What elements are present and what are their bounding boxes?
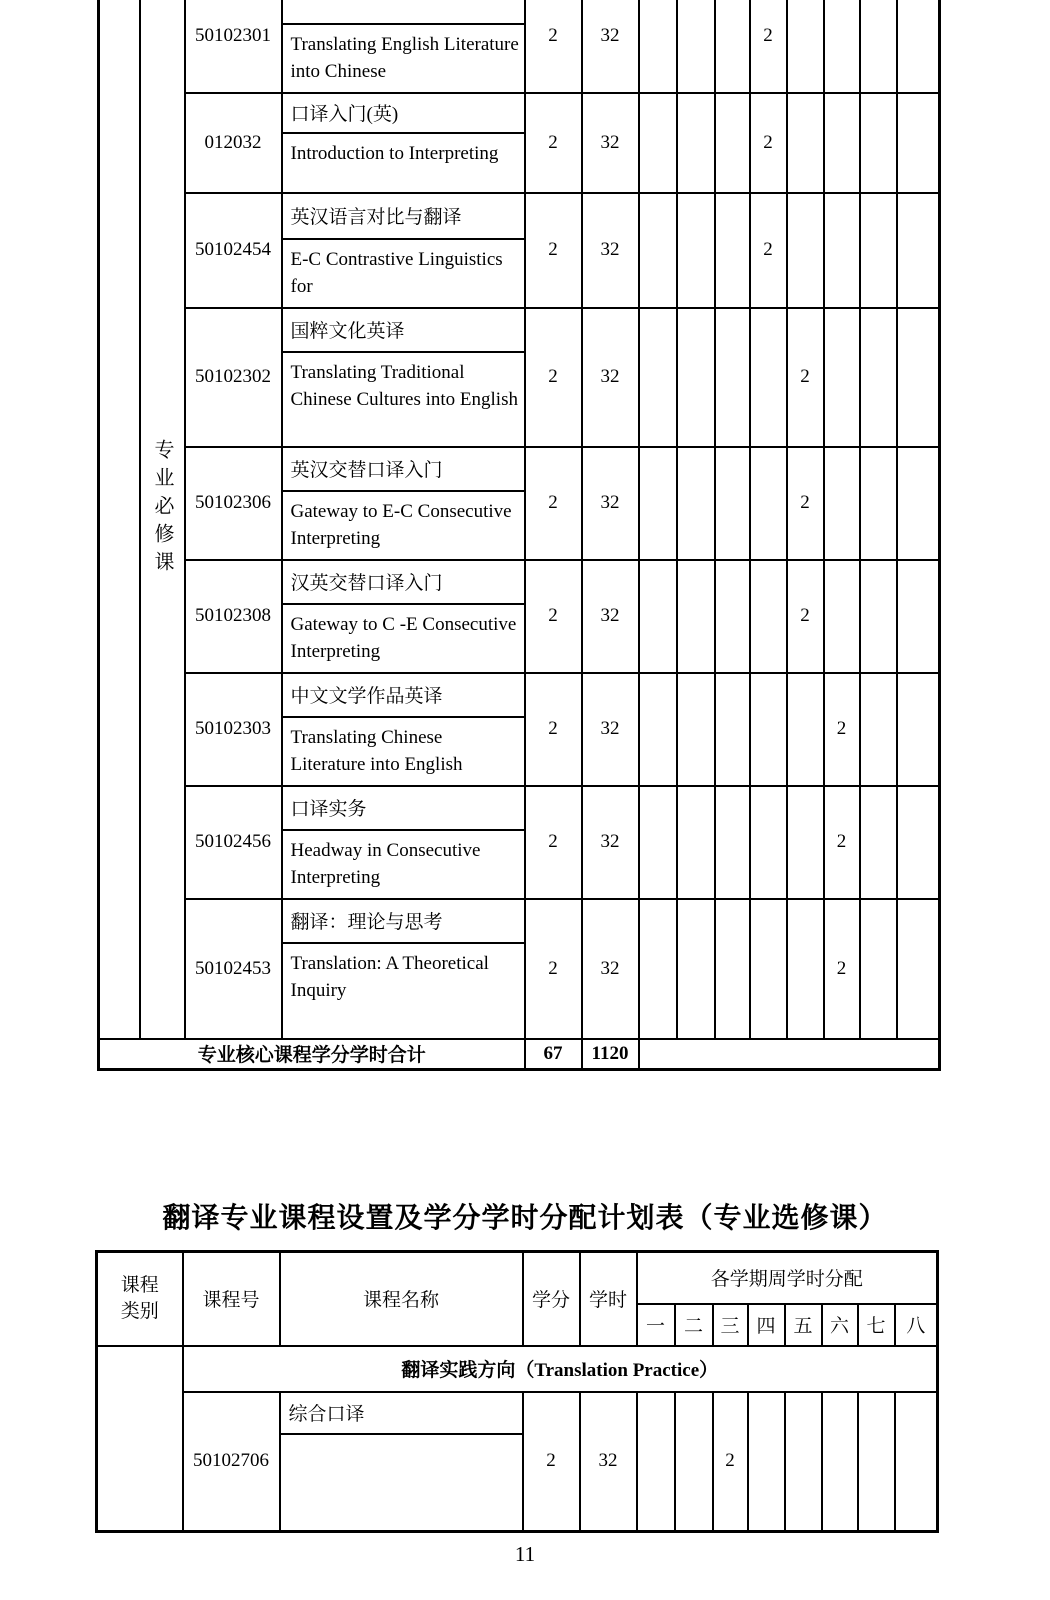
semester-6-cell bbox=[824, 560, 860, 673]
course-name-cn: 中文文学作品英译 bbox=[283, 674, 524, 718]
semester-5-cell: 2 bbox=[787, 308, 824, 447]
hours-cell: 32 bbox=[582, 193, 639, 308]
semester-2-cell bbox=[677, 0, 715, 93]
hours-cell: 32 bbox=[582, 308, 639, 447]
semester-7-cell bbox=[860, 93, 897, 193]
course-name-cn bbox=[283, 0, 524, 25]
semester-5-cell: 2 bbox=[787, 560, 824, 673]
semester-3-cell bbox=[715, 899, 750, 1039]
hours-cell: 32 bbox=[582, 786, 639, 899]
semester-5-cell: 2 bbox=[787, 447, 824, 560]
semester-6-cell bbox=[824, 0, 860, 93]
semester-7-cell bbox=[860, 308, 897, 447]
semester-5-cell bbox=[787, 93, 824, 193]
credits-cell: 2 bbox=[525, 560, 582, 673]
course-name-cn: 口译入门(英) bbox=[283, 94, 524, 134]
header-semester-5: 五 bbox=[785, 1304, 822, 1346]
course-name-en: Translating Chinese Literature into English bbox=[290, 726, 463, 775]
semester-4-cell: 2 bbox=[750, 0, 787, 93]
semester-6-cell: 2 bbox=[824, 673, 860, 786]
course-code-cell: 012032 bbox=[185, 93, 282, 193]
semester-8-cell bbox=[897, 786, 940, 899]
header-semester-4: 四 bbox=[748, 1304, 785, 1346]
hours-cell: 32 bbox=[582, 447, 639, 560]
course-name-cell bbox=[282, 0, 525, 93]
hours-cell: 32 bbox=[582, 93, 639, 193]
semester-1-cell bbox=[639, 193, 677, 308]
semester-2-cell bbox=[677, 899, 715, 1039]
course-name-cell bbox=[282, 193, 525, 308]
course-name-en: Translation: A Theoretical Inquiry bbox=[290, 952, 489, 1001]
direction-header-row bbox=[97, 1346, 938, 1392]
semester-6-cell bbox=[824, 447, 860, 560]
header-code: 课程号 bbox=[183, 1252, 280, 1346]
course-name-cell bbox=[282, 447, 525, 560]
table-row bbox=[99, 673, 940, 786]
semester-7-cell bbox=[860, 899, 897, 1039]
semester-2-cell bbox=[677, 193, 715, 308]
header-name: 课程名称 bbox=[280, 1252, 523, 1346]
semester-4-cell: 2 bbox=[750, 93, 787, 193]
semester-1-cell bbox=[637, 1392, 675, 1532]
credits-cell: 2 bbox=[525, 308, 582, 447]
course-code-cell: 50102308 bbox=[185, 560, 282, 673]
category-cell bbox=[97, 1346, 183, 1532]
semester-3-cell bbox=[715, 193, 750, 308]
table-row bbox=[99, 899, 940, 1039]
semester-1-cell bbox=[639, 447, 677, 560]
semester-6-cell bbox=[822, 1392, 858, 1532]
required-courses-table bbox=[97, 0, 941, 1071]
semester-8-cell bbox=[897, 93, 940, 193]
totals-row bbox=[99, 1039, 940, 1070]
table-row bbox=[99, 786, 940, 899]
totals-empty-cell bbox=[639, 1039, 940, 1070]
semester-8-cell bbox=[897, 899, 940, 1039]
semester-1-cell bbox=[639, 899, 677, 1039]
hours-cell: 32 bbox=[582, 673, 639, 786]
course-name-cn: 国粹文化英译 bbox=[283, 309, 524, 353]
course-name-cell bbox=[282, 899, 525, 1039]
semester-3-cell bbox=[715, 786, 750, 899]
semester-1-cell bbox=[639, 93, 677, 193]
semester-1-cell bbox=[639, 0, 677, 93]
course-code-cell: 50102303 bbox=[185, 673, 282, 786]
course-code-cell: 50102302 bbox=[185, 308, 282, 447]
semester-6-cell bbox=[824, 193, 860, 308]
semester-4-cell bbox=[750, 786, 787, 899]
required-courses-table-clip bbox=[97, 0, 944, 1071]
header-semester-6: 六 bbox=[822, 1304, 858, 1346]
semester-5-cell bbox=[785, 1392, 822, 1532]
credits-cell: 2 bbox=[525, 673, 582, 786]
semester-7-cell bbox=[860, 560, 897, 673]
semester-4-cell bbox=[748, 1392, 785, 1532]
semester-5-cell bbox=[787, 0, 824, 93]
semester-4-cell bbox=[750, 447, 787, 560]
header-semester-1: 一 bbox=[637, 1304, 675, 1346]
semester-2-cell bbox=[675, 1392, 713, 1532]
course-name-cn: 翻译：理论与思考 bbox=[283, 900, 524, 944]
course-name-en: Translating Traditional Chinese Cultures into English bbox=[290, 361, 518, 410]
semester-2-cell bbox=[677, 447, 715, 560]
semester-8-cell bbox=[897, 560, 940, 673]
semester-8-cell bbox=[897, 447, 940, 560]
semester-5-cell bbox=[787, 673, 824, 786]
course-name-en: Headway in Consecutive Interpreting bbox=[290, 839, 481, 888]
semester-3-cell bbox=[715, 560, 750, 673]
course-name-en: Gateway to E-C Consecutive Interpreting bbox=[290, 500, 512, 549]
semester-2-cell bbox=[677, 786, 715, 899]
hours-cell: 32 bbox=[582, 560, 639, 673]
semester-5-cell bbox=[787, 899, 824, 1039]
table-row bbox=[99, 193, 940, 308]
course-code-cell: 50102301 bbox=[185, 0, 282, 93]
semester-4-cell bbox=[750, 308, 787, 447]
credits-cell: 2 bbox=[525, 447, 582, 560]
course-name-cn: 综合口译 bbox=[281, 1393, 522, 1435]
elective-courses-table bbox=[95, 1250, 939, 1533]
direction-header: 翻译实践方向（Translation Practice） bbox=[183, 1346, 938, 1392]
course-name-en: Translating English Literature into Chinese bbox=[290, 34, 519, 82]
semester-7-cell bbox=[860, 786, 897, 899]
course-name-cn: 英汉交替口译入门 bbox=[283, 448, 524, 492]
semester-3-cell bbox=[715, 308, 750, 447]
totals-hours: 1120 bbox=[582, 1039, 639, 1070]
course-name-en: Introduction to Interpreting bbox=[290, 142, 499, 164]
semester-2-cell bbox=[677, 673, 715, 786]
course-name-cell bbox=[282, 560, 525, 673]
course-name-cell bbox=[282, 93, 525, 193]
header-semester-8: 八 bbox=[895, 1304, 938, 1346]
category-cell bbox=[140, 0, 185, 1039]
semester-2-cell bbox=[677, 560, 715, 673]
semester-6-cell bbox=[824, 93, 860, 193]
semester-4-cell bbox=[750, 673, 787, 786]
table-row bbox=[99, 93, 940, 193]
header-hours: 学时 bbox=[580, 1252, 637, 1346]
header-row bbox=[97, 1252, 938, 1304]
hours-cell: 32 bbox=[582, 0, 639, 93]
page-number: 11 bbox=[514, 1542, 536, 1566]
course-name-cell bbox=[280, 1392, 523, 1532]
semester-3-cell bbox=[715, 0, 750, 93]
table-row bbox=[99, 447, 940, 560]
hours-cell: 32 bbox=[582, 899, 639, 1039]
section-title: 翻译专业课程设置及学分学时分配计划表（专业选修课） bbox=[162, 1203, 888, 1234]
course-code-cell: 50102453 bbox=[185, 899, 282, 1039]
category-outer-cell bbox=[99, 0, 140, 1039]
course-code-cell: 50102706 bbox=[183, 1392, 280, 1532]
credits-cell: 2 bbox=[525, 899, 582, 1039]
elective-courses-table-clip bbox=[95, 1250, 942, 1472]
course-code-cell: 50102306 bbox=[185, 447, 282, 560]
semester-7-cell bbox=[858, 1392, 895, 1532]
credits-cell: 2 bbox=[525, 193, 582, 308]
semester-8-cell bbox=[897, 193, 940, 308]
course-name-cell bbox=[282, 786, 525, 899]
semester-1-cell bbox=[639, 673, 677, 786]
course-name-cell bbox=[282, 673, 525, 786]
semester-2-cell bbox=[677, 308, 715, 447]
semester-3-cell: 2 bbox=[713, 1392, 748, 1532]
header-semester-7: 七 bbox=[858, 1304, 895, 1346]
course-code-cell: 50102454 bbox=[185, 193, 282, 308]
header-semester-2: 二 bbox=[675, 1304, 713, 1346]
semester-3-cell bbox=[715, 447, 750, 560]
course-name-en: E-C Contrastive Linguistics for bbox=[290, 248, 503, 297]
semester-4-cell: 2 bbox=[750, 193, 787, 308]
header-credits: 学分 bbox=[523, 1252, 580, 1346]
header-category: 课程类别 bbox=[97, 1252, 183, 1346]
totals-label: 专业核心课程学分学时合计 bbox=[99, 1039, 525, 1070]
course-name-cn: 英汉语言对比与翻译 bbox=[283, 194, 524, 240]
semester-1-cell bbox=[639, 308, 677, 447]
course-name-en: Gateway to C -E Consecutive Interpreting bbox=[290, 613, 517, 662]
hours-cell: 32 bbox=[580, 1392, 637, 1532]
semester-1-cell bbox=[639, 786, 677, 899]
header-distribution: 各学期周学时分配 bbox=[637, 1252, 938, 1304]
semester-7-cell bbox=[860, 447, 897, 560]
category-label: 专业必修课 bbox=[151, 439, 173, 580]
semester-3-cell bbox=[715, 93, 750, 193]
credits-cell: 2 bbox=[525, 786, 582, 899]
course-name-cn: 汉英交替口译入门 bbox=[283, 561, 524, 605]
table-row bbox=[99, 308, 940, 447]
credits-cell: 2 bbox=[523, 1392, 580, 1532]
course-code-cell: 50102456 bbox=[185, 786, 282, 899]
semester-2-cell bbox=[677, 93, 715, 193]
semester-1-cell bbox=[639, 560, 677, 673]
semester-6-cell: 2 bbox=[824, 786, 860, 899]
course-name-cell bbox=[282, 308, 525, 447]
table-row bbox=[99, 560, 940, 673]
semester-4-cell bbox=[750, 899, 787, 1039]
semester-7-cell bbox=[860, 673, 897, 786]
course-name-cn: 口译实务 bbox=[283, 787, 524, 831]
semester-6-cell bbox=[824, 308, 860, 447]
semester-4-cell bbox=[750, 560, 787, 673]
table-row bbox=[99, 0, 940, 93]
table-row bbox=[97, 1392, 938, 1532]
semester-7-cell bbox=[860, 0, 897, 93]
credits-cell: 2 bbox=[525, 93, 582, 193]
semester-5-cell bbox=[787, 193, 824, 308]
semester-5-cell bbox=[787, 786, 824, 899]
credits-cell: 2 bbox=[525, 0, 582, 93]
semester-6-cell: 2 bbox=[824, 899, 860, 1039]
semester-8-cell bbox=[897, 0, 940, 93]
semester-8-cell bbox=[897, 673, 940, 786]
semester-8-cell bbox=[895, 1392, 938, 1532]
semester-7-cell bbox=[860, 193, 897, 308]
semester-3-cell bbox=[715, 673, 750, 786]
semester-8-cell bbox=[897, 308, 940, 447]
header-semester-3: 三 bbox=[713, 1304, 748, 1346]
totals-credits: 67 bbox=[525, 1039, 582, 1070]
